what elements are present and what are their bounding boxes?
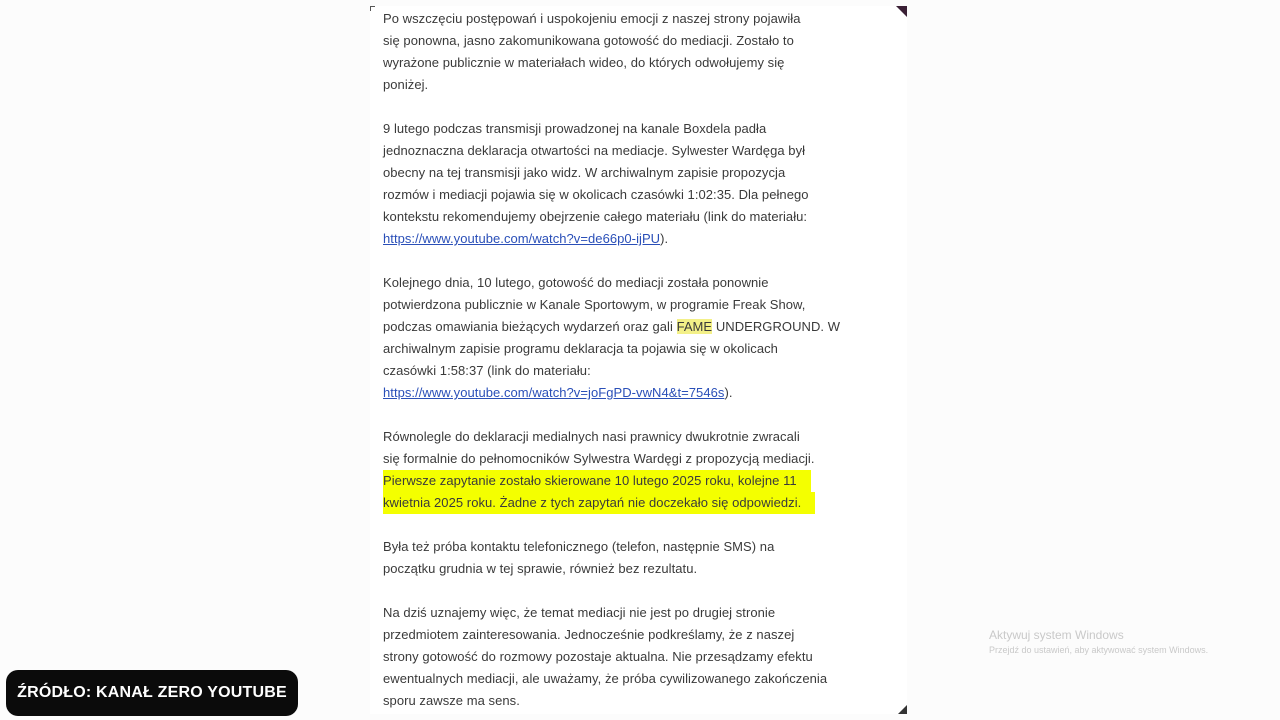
yellow-highlight: Pierwsze zapytanie zostało skierowane 10 lutego 2025 roku, kolejne 11 <box>383 470 811 492</box>
text-line: Była też próba kontaktu telefonicznego (telefon, następnie SMS) na <box>383 539 775 554</box>
text-line: przedmiotem zainteresowania. Jednocześnie podkreślamy, że z naszej <box>383 627 795 642</box>
document-page <box>370 6 907 714</box>
text-line: czasówki 1:58:37 (link do materiału: <box>383 363 591 378</box>
fame-highlight: FAME <box>676 319 713 334</box>
text-line: poniżej. <box>383 77 429 92</box>
text-line: kontekstu rekomendujemy obejrzenie całego materiału (link do materiału: <box>383 209 808 224</box>
text-segment: podczas omawiania bieżących wydarzeń oraz gali <box>383 319 677 334</box>
yellow-highlight: kwietnia 2025 roku. Żadne z tych zapytań nie doczekało się odpowiedzi. <box>383 492 815 514</box>
link-suffix: ). <box>660 231 669 246</box>
youtube-link-kanal-sportowy[interactable]: https://www.youtube.com/watch?v=joFgPD-vwN4&t=7546s <box>383 385 725 400</box>
highlighted-line <box>383 470 903 492</box>
highlighted-line <box>383 492 903 514</box>
youtube-link-boxdel[interactable]: https://www.youtube.com/watch?v=de66p0-ijPU <box>383 231 661 246</box>
watermark-title: Aktywuj system Windows <box>989 628 1124 642</box>
paragraph-5 <box>383 536 903 580</box>
document-body <box>383 8 903 714</box>
text-line: się formalnie do pełnomocników Sylwestra Wardęgi z propozycją mediacji. <box>383 451 815 466</box>
text-line: Po wszczęciu postępowań i uspokojeniu emocji z naszej strony pojawiła <box>383 11 801 26</box>
link-suffix: ). <box>724 385 733 400</box>
text-line: początku grudnia w tej sprawie, również bez rezultatu. <box>383 561 698 576</box>
text-line: Na dziś uznajemy więc, że temat mediacji nie jest po drugiej stronie <box>383 605 776 620</box>
link-line <box>383 228 903 250</box>
text-line: Równolegle do deklaracji medialnych nasi prawnicy dwukrotnie zwracali <box>383 429 800 444</box>
link-line <box>383 382 903 404</box>
paragraph-4 <box>383 426 903 514</box>
source-badge: ŹRÓDŁO: KANAŁ ZERO YOUTUBE <box>6 670 298 716</box>
text-line: sporu zawsze ma sens. <box>383 693 520 708</box>
text-line: strony gotowość do rozmowy pozostaje aktualna. Nie przesądzamy efektu <box>383 649 813 664</box>
text-line: ewentualnych mediacji, ale uważamy, że próba cywilizowanego zakończenia <box>383 671 828 686</box>
text-line: archiwalnym zapisie programu deklaracja ta pojawia się w okolicach <box>383 341 778 356</box>
text-line: 9 lutego podczas transmisji prowadzonej na kanale Boxdela padła <box>383 121 767 136</box>
text-line: rozmów i mediacji pojawia się w okolicach czasówki 1:02:35. Dla pełnego <box>383 187 809 202</box>
paragraph-1 <box>383 8 903 96</box>
windows-activation-watermark <box>989 627 1208 657</box>
page-corner-mark <box>370 6 375 11</box>
text-line: obecny na tej transmisji jako widz. W archiwalnym zapisie propozycja <box>383 165 786 180</box>
text-line: Kolejnego dnia, 10 lutego, gotowość do mediacji została ponownie <box>383 275 769 290</box>
watermark-subtitle: Przejdź do ustawień, aby aktywować system Windows. <box>989 645 1209 655</box>
text-line: wyrażone publicznie w materiałach wideo, do których odwołujemy się <box>383 55 785 70</box>
text-line <box>383 316 903 338</box>
text-line: potwierdzona publicznie w Kanale Sportowym, w programie Freak Show, <box>383 297 806 312</box>
paragraph-2 <box>383 118 903 250</box>
paragraph-6 <box>383 602 903 712</box>
text-line: jednoznaczna deklaracja otwartości na mediacje. Sylwester Wardęga był <box>383 143 806 158</box>
text-line: się ponowna, jasno zakomunikowana gotowość do mediacji. Zostało to <box>383 33 794 48</box>
paragraph-3 <box>383 272 903 404</box>
text-segment: UNDERGROUND. W <box>712 319 841 334</box>
